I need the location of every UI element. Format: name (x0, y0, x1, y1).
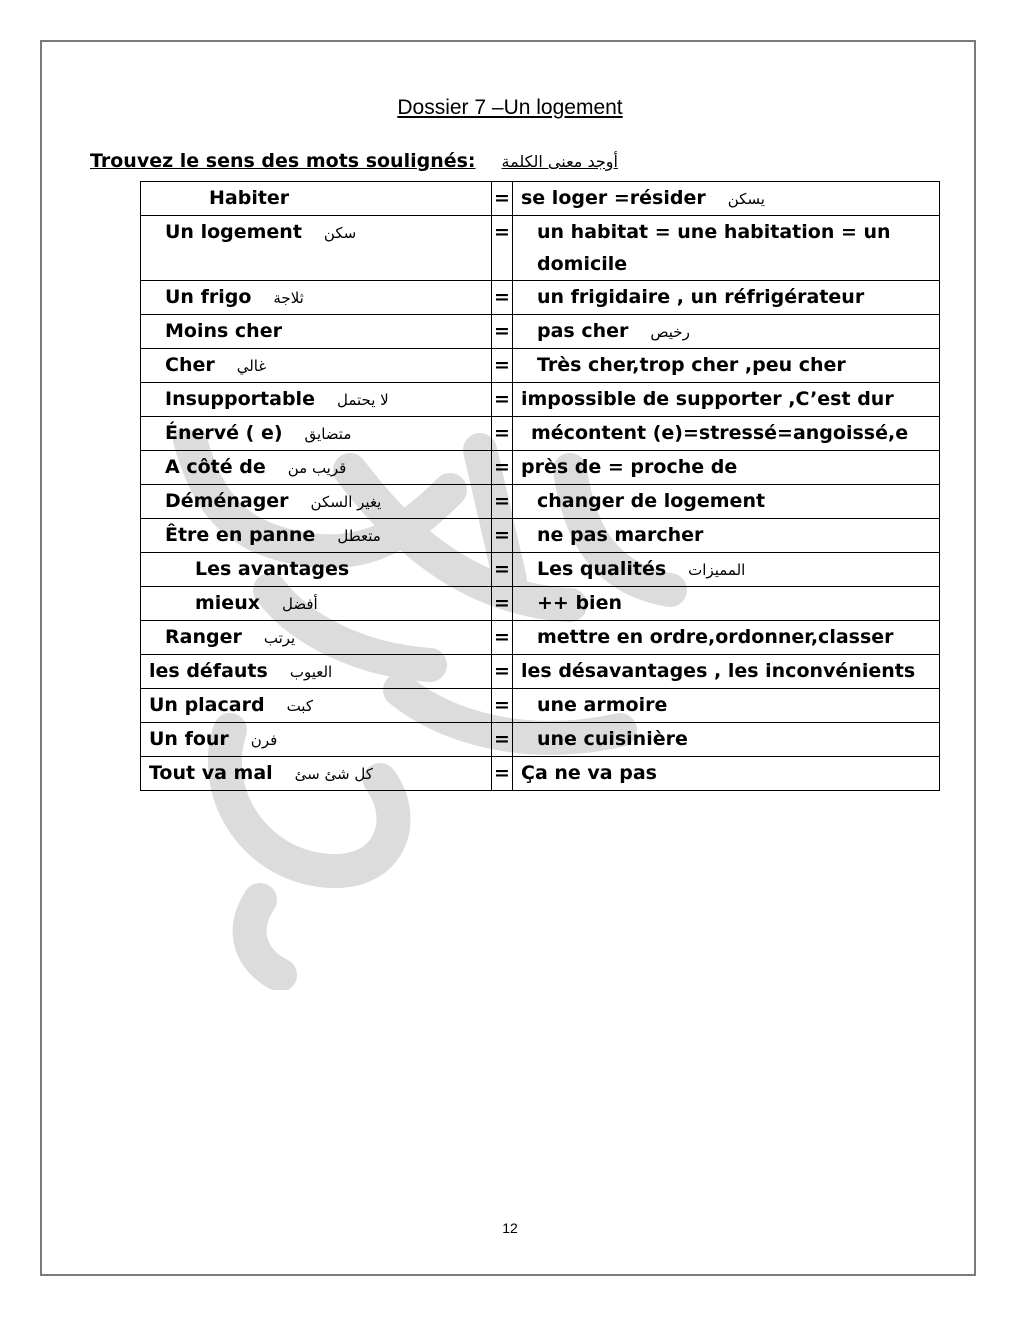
equals-sign: = (492, 655, 513, 689)
definition-text: mettre en ordre,ordonner,classer (537, 626, 894, 648)
equals-sign: = (492, 587, 513, 621)
term-cell (141, 383, 492, 417)
definition-cell (513, 216, 940, 281)
definition-cell (513, 587, 940, 621)
table-row (141, 655, 940, 689)
table-row (141, 587, 940, 621)
instruction-french: Trouvez le sens des mots soulignés: (90, 150, 476, 172)
definition-text: impossible de supporter ,C’est dur (521, 388, 894, 410)
term-cell (141, 723, 492, 757)
term-arabic: متضايق (304, 425, 352, 443)
definition-text: pas cher (537, 320, 629, 342)
table-row (141, 689, 940, 723)
term-cell (141, 451, 492, 485)
definition-cell (513, 451, 940, 485)
definition-cell (513, 621, 940, 655)
definition-text: mécontent (e)=stressé=angoissé,e (531, 422, 909, 444)
term-arabic: كل شئ سئ (294, 765, 373, 783)
term-arabic: متعطل (337, 527, 381, 545)
table-row (141, 757, 940, 791)
equals-sign: = (492, 519, 513, 553)
term-text: Un placard (149, 694, 265, 716)
table-row (141, 519, 940, 553)
term-text: Les avantages (195, 558, 350, 580)
term-text: Habiter (209, 187, 290, 209)
definition-cell (513, 485, 940, 519)
term-arabic: أفضل (281, 595, 318, 613)
table-row (141, 451, 940, 485)
table-row (141, 485, 940, 519)
table-row (141, 281, 940, 315)
definition-text: changer de logement (537, 490, 766, 512)
term-cell (141, 417, 492, 451)
equals-sign: = (492, 689, 513, 723)
term-cell (141, 519, 492, 553)
term-arabic: يغير السكن (310, 493, 382, 511)
term-arabic: العيوب (289, 663, 333, 681)
term-text: mieux (195, 592, 260, 614)
equals-sign: = (492, 451, 513, 485)
definition-arabic: رخيص (650, 323, 690, 341)
equals-sign: = (492, 315, 513, 349)
term-cell (141, 281, 492, 315)
term-text: Énervé ( e) (165, 422, 283, 444)
term-text: les défauts (149, 660, 268, 682)
definition-cell (513, 417, 940, 451)
term-arabic: يرتب (263, 629, 296, 647)
equals-sign: = (492, 485, 513, 519)
definition-cell (513, 349, 940, 383)
table-row (141, 621, 940, 655)
term-cell (141, 182, 492, 216)
term-text: Être en panne (165, 524, 316, 546)
term-text: Moins cher (165, 320, 282, 342)
term-text: Ranger (165, 626, 242, 648)
definition-cell (513, 723, 940, 757)
definition-cell (513, 655, 940, 689)
definition-cell (513, 757, 940, 791)
definition-text: les désavantages , les inconvénients (521, 660, 916, 682)
term-cell (141, 757, 492, 791)
definition-text: ne pas marcher (537, 524, 704, 546)
equals-sign: = (492, 216, 513, 281)
definition-cell (513, 281, 940, 315)
table-row (141, 315, 940, 349)
term-text: Cher (165, 354, 215, 376)
definition-text: ++ bien (537, 592, 622, 614)
equals-sign: = (492, 723, 513, 757)
term-cell (141, 349, 492, 383)
term-arabic: سكن (323, 224, 357, 242)
definition-text: un habitat = une habitation = un domicile (537, 221, 891, 275)
equals-sign: = (492, 383, 513, 417)
table-row (141, 383, 940, 417)
definition-text: Ça ne va pas (521, 762, 657, 784)
term-text: A côté de (165, 456, 266, 478)
term-text: Un four (149, 728, 229, 750)
term-arabic: فرن (250, 731, 278, 749)
definition-arabic: المميزات (688, 561, 746, 579)
definition-cell (513, 315, 940, 349)
definition-cell (513, 383, 940, 417)
definition-text: une cuisinière (537, 728, 688, 750)
table-row (141, 553, 940, 587)
term-arabic: قريب من (287, 459, 347, 477)
table-row (141, 349, 940, 383)
definition-text: Les qualités (537, 558, 667, 580)
term-cell (141, 587, 492, 621)
term-text: Un frigo (165, 286, 252, 308)
term-text: Déménager (165, 490, 289, 512)
definition-arabic: يسكن (727, 190, 765, 208)
equals-sign: = (492, 417, 513, 451)
definition-text: une armoire (537, 694, 668, 716)
term-arabic: كبت (286, 697, 313, 715)
instruction (90, 150, 618, 172)
term-cell (141, 689, 492, 723)
term-cell (141, 621, 492, 655)
equals-sign: = (492, 757, 513, 791)
table-row (141, 723, 940, 757)
definition-text: un frigidaire , un réfrigérateur (537, 286, 865, 308)
term-cell (141, 655, 492, 689)
definition-text: Très cher,trop cher ,peu cher (537, 354, 846, 376)
term-arabic: غالي (236, 357, 267, 375)
instruction-arabic: أوجد معنى الكلمة (501, 152, 618, 171)
term-text: Un logement (165, 221, 302, 243)
table-row (141, 182, 940, 216)
term-cell (141, 315, 492, 349)
equals-sign: = (492, 182, 513, 216)
term-cell (141, 485, 492, 519)
page-title: Dossier 7 –Un logement (397, 96, 623, 119)
term-text: Tout va mal (149, 762, 273, 784)
vocabulary-table (140, 181, 940, 791)
definition-cell (513, 182, 940, 216)
definition-cell (513, 689, 940, 723)
definition-text: se loger =résider (521, 187, 706, 209)
equals-sign: = (492, 621, 513, 655)
term-arabic: ثلاجة (273, 289, 304, 307)
term-text: Insupportable (165, 388, 315, 410)
term-cell (141, 216, 492, 281)
equals-sign: = (492, 553, 513, 587)
equals-sign: = (492, 349, 513, 383)
table-row (141, 417, 940, 451)
definition-cell (513, 553, 940, 587)
definition-text: près de = proche de (521, 456, 738, 478)
definition-cell (513, 519, 940, 553)
equals-sign: = (492, 281, 513, 315)
table-row (141, 216, 940, 281)
term-cell (141, 553, 492, 587)
term-arabic: لا يحتمل (336, 391, 389, 409)
page-number: 12 (502, 1220, 518, 1236)
